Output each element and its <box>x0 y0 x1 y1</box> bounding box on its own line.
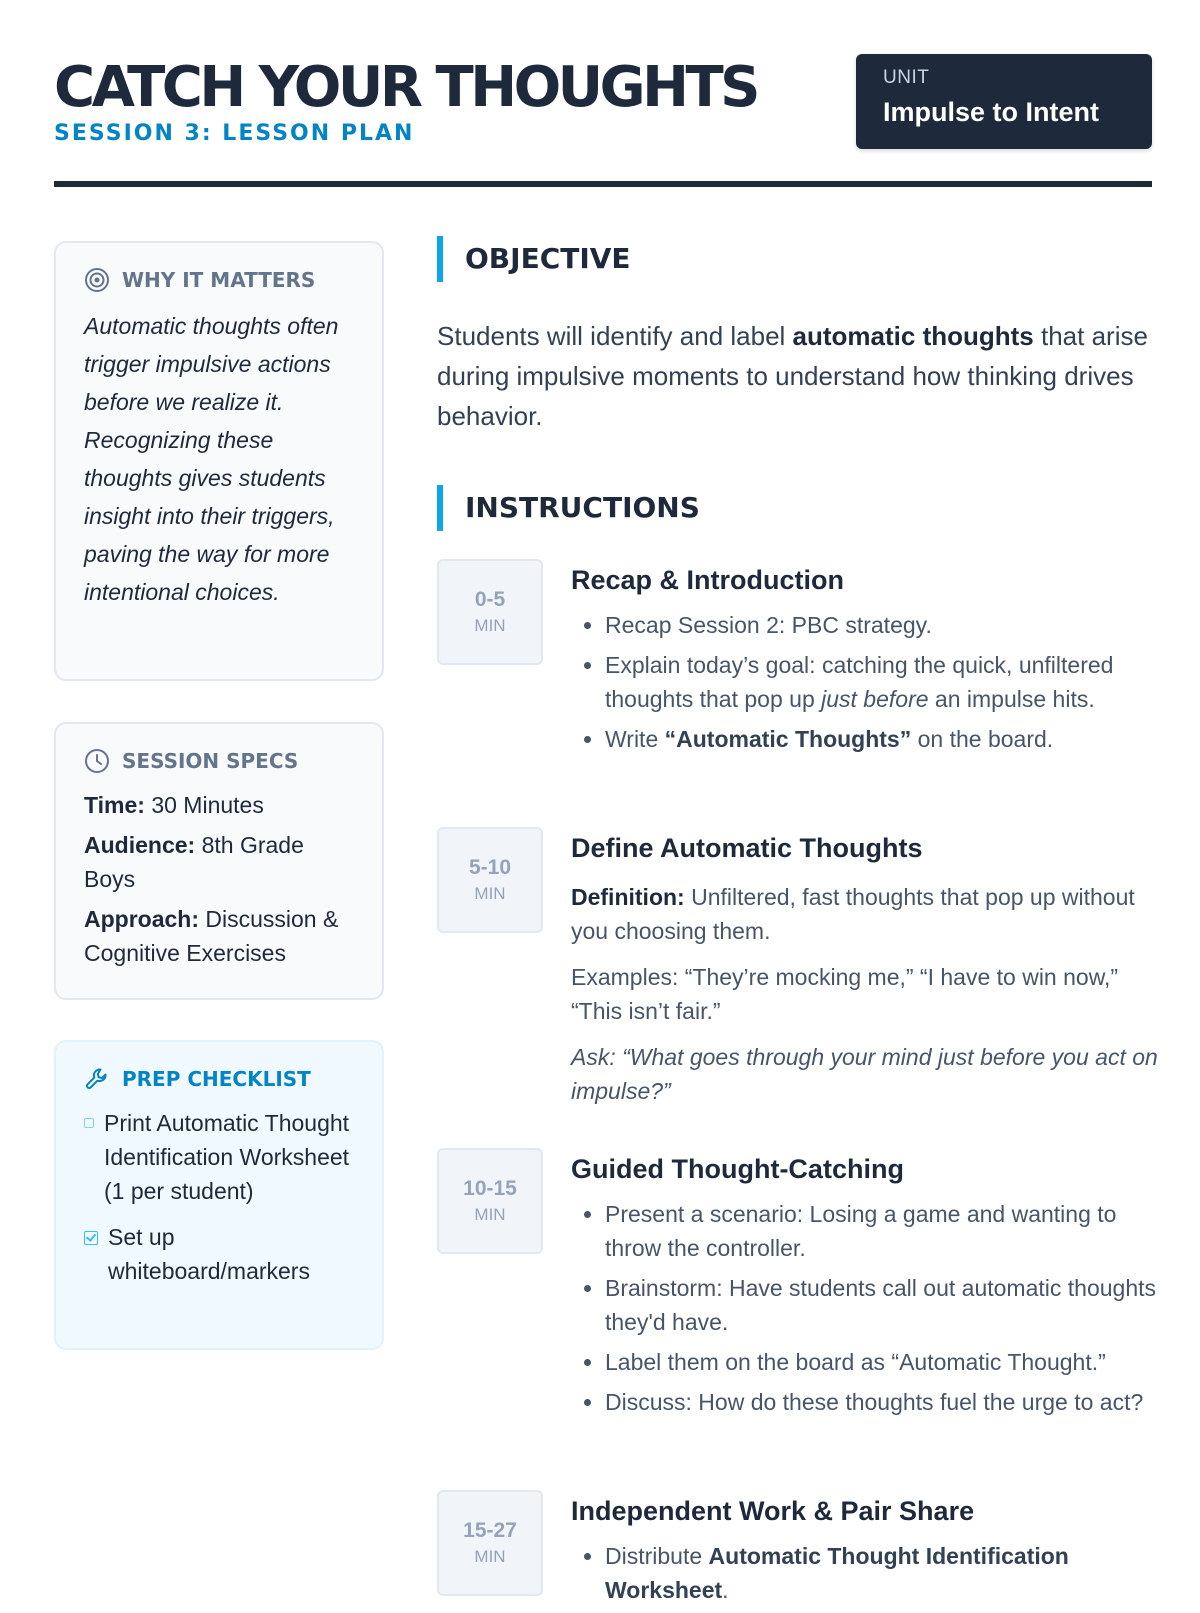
prep-checklist-card <box>54 1040 384 1350</box>
list-item: • Distribute Automatic Thought Identification Worksheet. <box>605 1539 1161 1607</box>
checklist-item[interactable] <box>84 1220 354 1288</box>
clock-icon <box>84 748 110 774</box>
page-subtitle: SESSION 3: LESSON PLAN <box>54 121 415 146</box>
header-divider <box>54 181 1152 187</box>
session-specs-title: SESSION SPECS <box>122 749 299 773</box>
ask-prompt: Ask: “What goes through your mind just before you act on impulse?” <box>571 1044 1158 1104</box>
list-item: • Recap Session 2: PBC strategy. <box>605 608 1161 642</box>
objective-heading: OBJECTIVE <box>437 236 631 282</box>
prep-checklist-title: PREP CHECKLIST <box>122 1067 311 1091</box>
step-time-badge: 5-10 MIN <box>437 827 543 933</box>
definition-text: Definition: Unfiltered, fast thoughts that pop up without you choosing them. <box>571 884 1135 944</box>
checklist-item-text: Set up whiteboard/markers <box>108 1224 310 1284</box>
prep-checklist-header <box>84 1066 354 1092</box>
step-time-badge: 10-15 MIN <box>437 1148 543 1254</box>
spec-audience: Audience: 8th Grade Boys <box>84 832 304 892</box>
why-it-matters-text: Automatic thoughts often trigger impulsive actions before we realize it. Recognizing these thoughts gives students insight into their triggers, paving the way for more intentional choices. <box>84 313 339 605</box>
checkbox[interactable] <box>84 1118 94 1128</box>
wrench-icon <box>84 1066 110 1092</box>
examples-text: Examples: “They’re mocking me,” “I have to win now,” “This isn’t fair.” <box>571 964 1119 1024</box>
page-title: CATCH YOUR THOUGHTS <box>54 55 758 120</box>
session-specs-card <box>54 722 384 1000</box>
why-it-matters-card <box>54 241 384 681</box>
step-independent-work-pair-share <box>571 1493 1161 1613</box>
why-it-matters-header <box>84 267 354 293</box>
checklist-item[interactable] <box>84 1106 354 1208</box>
spec-approach: Approach: Discussion & Cognitive Exercises <box>84 906 339 966</box>
checkbox-checked[interactable] <box>84 1231 98 1245</box>
target-icon <box>84 267 110 293</box>
list-item: • Brainstorm: Have students call out automatic thoughts they'd have. <box>605 1271 1161 1339</box>
unit-badge <box>856 54 1152 149</box>
step-recap-introduction <box>571 562 1161 762</box>
step-title: Recap & Introduction <box>571 565 845 595</box>
list-item: • Write “Automatic Thoughts” on the board. <box>605 722 1161 756</box>
step-title: Define Automatic Thoughts <box>571 833 923 863</box>
step-title: Guided Thought-Catching <box>571 1154 904 1184</box>
list-item: • Label them on the board as “Automatic Thought.” <box>605 1345 1161 1379</box>
checklist-item-text: Print Automatic Thought Identification Worksheet (1 per student) <box>104 1110 350 1204</box>
session-specs-header <box>84 748 354 774</box>
step-guided-thought-catching <box>571 1151 1161 1425</box>
why-it-matters-title: WHY IT MATTERS <box>122 268 316 292</box>
list-item: • Present a scenario: Losing a game and wanting to throw the controller. <box>605 1197 1161 1265</box>
step-define-automatic-thoughts <box>571 830 1161 1120</box>
unit-name: Impulse to Intent <box>883 97 1099 127</box>
unit-label: UNIT <box>883 67 930 88</box>
instructions-heading: INSTRUCTIONS <box>437 485 700 531</box>
spec-time: Time: 30 Minutes <box>84 792 264 818</box>
list-item: • Explain today’s goal: catching the quick, unfiltered thoughts that pop up just before an impulse hits. <box>605 648 1161 716</box>
step-title: Independent Work & Pair Share <box>571 1496 975 1526</box>
step-time-badge: 0-5 MIN <box>437 559 543 665</box>
list-item: • Discuss: How do these thoughts fuel the urge to act? <box>605 1385 1161 1419</box>
step-time-badge: 15-27 MIN <box>437 1490 543 1596</box>
objective-text: Students will identify and label automatic thoughts that arise during impulsive moments to understand how thinking drives behavior. <box>437 321 1148 431</box>
